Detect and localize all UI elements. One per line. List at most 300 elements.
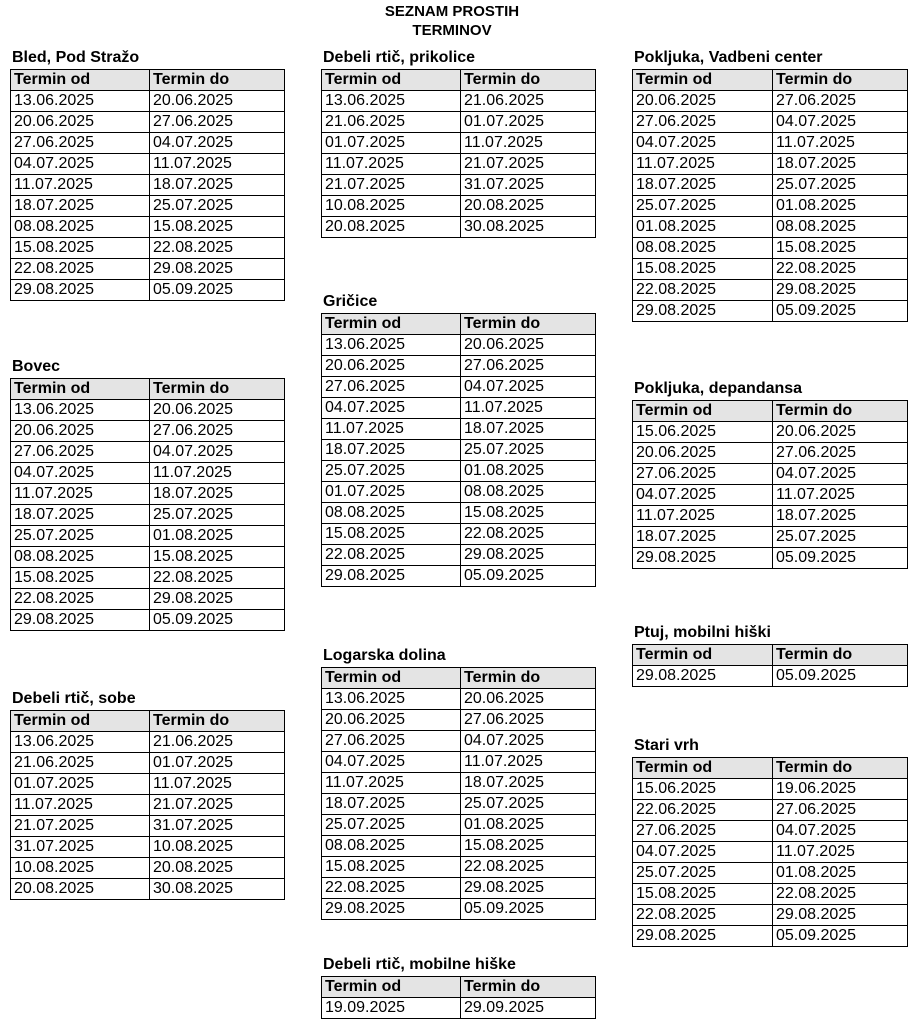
date-to-cell: 27.06.2025 bbox=[461, 356, 596, 377]
term-table bbox=[10, 710, 285, 900]
header-termin-do: Termin do bbox=[773, 758, 908, 779]
table-row bbox=[322, 689, 596, 710]
table-row bbox=[322, 710, 596, 731]
table-row bbox=[322, 566, 596, 587]
date-to-cell: 22.08.2025 bbox=[461, 524, 596, 545]
date-from-cell: 01.07.2025 bbox=[11, 774, 150, 795]
date-to-cell: 27.06.2025 bbox=[773, 800, 908, 821]
date-to-cell: 25.07.2025 bbox=[461, 794, 596, 815]
table-row bbox=[322, 112, 596, 133]
date-to-cell: 22.08.2025 bbox=[461, 857, 596, 878]
table-header-row bbox=[11, 379, 285, 400]
table-row bbox=[633, 905, 908, 926]
date-from-cell: 15.08.2025 bbox=[633, 259, 773, 280]
table-row bbox=[322, 482, 596, 503]
date-to-cell: 10.08.2025 bbox=[150, 837, 285, 858]
date-to-cell: 01.07.2025 bbox=[461, 112, 596, 133]
date-from-cell: 11.07.2025 bbox=[11, 175, 150, 196]
table-header-row bbox=[633, 645, 908, 666]
date-to-cell: 11.07.2025 bbox=[150, 774, 285, 795]
date-from-cell: 13.06.2025 bbox=[322, 335, 461, 356]
table-row bbox=[11, 463, 285, 484]
header-termin-od: Termin od bbox=[322, 70, 461, 91]
table-row bbox=[322, 398, 596, 419]
date-to-cell: 05.09.2025 bbox=[461, 899, 596, 920]
table-row bbox=[11, 91, 285, 112]
table-header-row bbox=[322, 668, 596, 689]
term-table bbox=[321, 667, 596, 920]
table-row bbox=[633, 485, 908, 506]
block-title: Debeli rtič, prikolice bbox=[323, 49, 476, 66]
table-row bbox=[322, 217, 596, 238]
date-from-cell: 22.08.2025 bbox=[633, 280, 773, 301]
date-from-cell: 13.06.2025 bbox=[11, 400, 150, 421]
date-to-cell: 15.08.2025 bbox=[150, 547, 285, 568]
table-row bbox=[322, 752, 596, 773]
date-to-cell: 04.07.2025 bbox=[773, 821, 908, 842]
table-row bbox=[11, 858, 285, 879]
table-row bbox=[633, 842, 908, 863]
date-to-cell: 04.07.2025 bbox=[150, 133, 285, 154]
date-from-cell: 27.06.2025 bbox=[633, 112, 773, 133]
table-row bbox=[11, 421, 285, 442]
date-to-cell: 29.08.2025 bbox=[773, 280, 908, 301]
header-termin-do: Termin do bbox=[461, 977, 596, 998]
table-row bbox=[11, 280, 285, 301]
date-to-cell: 11.07.2025 bbox=[773, 133, 908, 154]
date-from-cell: 01.07.2025 bbox=[322, 133, 461, 154]
table-row bbox=[322, 377, 596, 398]
date-to-cell: 11.07.2025 bbox=[461, 398, 596, 419]
header-termin-od: Termin od bbox=[633, 645, 773, 666]
date-to-cell: 27.06.2025 bbox=[150, 421, 285, 442]
date-from-cell: 25.07.2025 bbox=[322, 461, 461, 482]
header-termin-od: Termin od bbox=[633, 758, 773, 779]
date-to-cell: 25.07.2025 bbox=[773, 175, 908, 196]
table-row bbox=[11, 547, 285, 568]
table-row bbox=[322, 196, 596, 217]
table-row bbox=[11, 484, 285, 505]
date-from-cell: 29.08.2025 bbox=[11, 610, 150, 631]
date-to-cell: 29.08.2025 bbox=[150, 259, 285, 280]
table-row bbox=[322, 356, 596, 377]
table-row bbox=[11, 133, 285, 154]
date-to-cell: 30.08.2025 bbox=[150, 879, 285, 900]
table-row bbox=[11, 400, 285, 421]
header-termin-od: Termin od bbox=[633, 70, 773, 91]
date-from-cell: 29.08.2025 bbox=[11, 280, 150, 301]
date-to-cell: 22.08.2025 bbox=[150, 568, 285, 589]
date-from-cell: 04.07.2025 bbox=[322, 398, 461, 419]
date-to-cell: 05.09.2025 bbox=[773, 548, 908, 569]
table-row bbox=[633, 259, 908, 280]
date-to-cell: 27.06.2025 bbox=[150, 112, 285, 133]
date-from-cell: 19.09.2025 bbox=[322, 998, 461, 1019]
date-from-cell: 20.06.2025 bbox=[11, 421, 150, 442]
date-to-cell: 20.06.2025 bbox=[773, 422, 908, 443]
date-from-cell: 25.07.2025 bbox=[322, 815, 461, 836]
date-from-cell: 29.08.2025 bbox=[322, 566, 461, 587]
date-from-cell: 22.08.2025 bbox=[633, 905, 773, 926]
date-to-cell: 20.08.2025 bbox=[461, 196, 596, 217]
date-from-cell: 08.08.2025 bbox=[633, 238, 773, 259]
term-table bbox=[632, 400, 908, 569]
block-title: Ptuj, mobilni hiški bbox=[634, 624, 771, 641]
date-from-cell: 04.07.2025 bbox=[633, 485, 773, 506]
table-row bbox=[633, 527, 908, 548]
date-from-cell: 25.07.2025 bbox=[633, 196, 773, 217]
header-termin-do: Termin do bbox=[150, 379, 285, 400]
date-to-cell: 04.07.2025 bbox=[461, 377, 596, 398]
date-to-cell: 04.07.2025 bbox=[150, 442, 285, 463]
table-row bbox=[11, 732, 285, 753]
date-to-cell: 20.06.2025 bbox=[150, 91, 285, 112]
date-from-cell: 21.06.2025 bbox=[11, 753, 150, 774]
table-row bbox=[322, 731, 596, 752]
date-to-cell: 18.07.2025 bbox=[150, 484, 285, 505]
date-from-cell: 22.08.2025 bbox=[11, 259, 150, 280]
date-to-cell: 18.07.2025 bbox=[150, 175, 285, 196]
date-from-cell: 29.08.2025 bbox=[633, 666, 773, 687]
header-termin-do: Termin do bbox=[773, 70, 908, 91]
date-from-cell: 15.06.2025 bbox=[633, 422, 773, 443]
date-to-cell: 22.08.2025 bbox=[773, 259, 908, 280]
block-pokljuka-depandansa bbox=[632, 378, 908, 569]
date-from-cell: 01.08.2025 bbox=[633, 217, 773, 238]
table-row bbox=[633, 926, 908, 947]
table-row bbox=[322, 335, 596, 356]
table-row bbox=[11, 217, 285, 238]
date-from-cell: 29.08.2025 bbox=[633, 301, 773, 322]
date-to-cell: 29.08.2025 bbox=[150, 589, 285, 610]
date-from-cell: 13.06.2025 bbox=[11, 91, 150, 112]
block-title: Pokljuka, Vadbeni center bbox=[634, 49, 823, 66]
term-table bbox=[632, 757, 908, 947]
date-to-cell: 11.07.2025 bbox=[461, 133, 596, 154]
table-row bbox=[633, 422, 908, 443]
header-termin-do: Termin do bbox=[773, 401, 908, 422]
table-row bbox=[322, 545, 596, 566]
block-logarska-dolina bbox=[321, 645, 596, 920]
date-from-cell: 20.06.2025 bbox=[633, 443, 773, 464]
block-bovec bbox=[10, 356, 285, 631]
date-from-cell: 15.08.2025 bbox=[11, 238, 150, 259]
date-from-cell: 15.06.2025 bbox=[633, 779, 773, 800]
date-to-cell: 18.07.2025 bbox=[461, 773, 596, 794]
header-termin-do: Termin do bbox=[150, 711, 285, 732]
date-to-cell: 01.08.2025 bbox=[461, 815, 596, 836]
date-from-cell: 01.07.2025 bbox=[322, 482, 461, 503]
block-title: Bovec bbox=[12, 358, 61, 375]
date-from-cell: 18.07.2025 bbox=[633, 527, 773, 548]
table-row bbox=[322, 773, 596, 794]
date-to-cell: 15.08.2025 bbox=[461, 503, 596, 524]
date-to-cell: 08.08.2025 bbox=[773, 217, 908, 238]
date-to-cell: 05.09.2025 bbox=[773, 666, 908, 687]
date-to-cell: 11.07.2025 bbox=[150, 463, 285, 484]
term-table bbox=[632, 644, 908, 687]
table-row bbox=[11, 837, 285, 858]
date-to-cell: 25.07.2025 bbox=[150, 196, 285, 217]
table-row bbox=[633, 800, 908, 821]
table-row bbox=[11, 505, 285, 526]
table-row bbox=[11, 259, 285, 280]
block-title: Stari vrh bbox=[634, 737, 699, 754]
term-table bbox=[10, 378, 285, 631]
date-from-cell: 11.07.2025 bbox=[633, 506, 773, 527]
block-stari-vrh bbox=[632, 735, 908, 947]
date-to-cell: 04.07.2025 bbox=[773, 112, 908, 133]
date-to-cell: 04.07.2025 bbox=[461, 731, 596, 752]
date-from-cell: 18.07.2025 bbox=[322, 794, 461, 815]
date-to-cell: 08.08.2025 bbox=[461, 482, 596, 503]
date-to-cell: 05.09.2025 bbox=[773, 926, 908, 947]
date-from-cell: 27.06.2025 bbox=[11, 133, 150, 154]
date-from-cell: 29.08.2025 bbox=[633, 548, 773, 569]
table-header-row bbox=[633, 758, 908, 779]
date-to-cell: 11.07.2025 bbox=[150, 154, 285, 175]
table-row bbox=[11, 442, 285, 463]
date-from-cell: 08.08.2025 bbox=[11, 217, 150, 238]
block-title: Debeli rtič, sobe bbox=[12, 690, 136, 707]
table-row bbox=[322, 503, 596, 524]
date-from-cell: 11.07.2025 bbox=[322, 419, 461, 440]
date-from-cell: 25.07.2025 bbox=[633, 863, 773, 884]
date-from-cell: 20.06.2025 bbox=[11, 112, 150, 133]
table-row bbox=[11, 154, 285, 175]
date-from-cell: 04.07.2025 bbox=[11, 154, 150, 175]
table-row bbox=[633, 443, 908, 464]
block-ptuj-mobilni-hiski bbox=[632, 622, 908, 687]
term-table bbox=[632, 69, 908, 322]
date-to-cell: 15.08.2025 bbox=[150, 217, 285, 238]
header-termin-od: Termin od bbox=[633, 401, 773, 422]
date-from-cell: 20.08.2025 bbox=[11, 879, 150, 900]
date-from-cell: 29.08.2025 bbox=[633, 926, 773, 947]
page-title-line-2: TERMINOV bbox=[412, 22, 492, 39]
table-row bbox=[322, 461, 596, 482]
date-from-cell: 15.08.2025 bbox=[322, 524, 461, 545]
header-termin-od: Termin od bbox=[322, 668, 461, 689]
date-to-cell: 25.07.2025 bbox=[150, 505, 285, 526]
table-row bbox=[322, 154, 596, 175]
block-debeli-rtic-prikolice bbox=[321, 47, 596, 238]
page-title-line-1: SEZNAM PROSTIH bbox=[384, 3, 520, 20]
date-from-cell: 04.07.2025 bbox=[11, 463, 150, 484]
table-row bbox=[633, 464, 908, 485]
block-bled-pod-strazo bbox=[10, 47, 285, 301]
header-termin-do: Termin do bbox=[150, 70, 285, 91]
block-title: Bled, Pod Stražo bbox=[12, 49, 140, 66]
date-from-cell: 27.06.2025 bbox=[322, 731, 461, 752]
date-from-cell: 18.07.2025 bbox=[633, 175, 773, 196]
table-row bbox=[633, 506, 908, 527]
date-to-cell: 01.07.2025 bbox=[150, 753, 285, 774]
date-to-cell: 29.08.2025 bbox=[773, 905, 908, 926]
date-from-cell: 20.08.2025 bbox=[322, 217, 461, 238]
table-row bbox=[322, 91, 596, 112]
date-to-cell: 20.06.2025 bbox=[461, 335, 596, 356]
table-row bbox=[11, 568, 285, 589]
table-row bbox=[322, 175, 596, 196]
block-title: Logarska dolina bbox=[323, 647, 446, 664]
table-row bbox=[633, 196, 908, 217]
table-row bbox=[11, 774, 285, 795]
block-debeli-rtic-sobe bbox=[10, 688, 285, 900]
header-termin-do: Termin do bbox=[773, 645, 908, 666]
header-termin-do: Termin do bbox=[461, 70, 596, 91]
date-from-cell: 20.06.2025 bbox=[322, 710, 461, 731]
date-to-cell: 19.06.2025 bbox=[773, 779, 908, 800]
date-from-cell: 15.08.2025 bbox=[11, 568, 150, 589]
table-row bbox=[633, 280, 908, 301]
date-from-cell: 22.08.2025 bbox=[322, 878, 461, 899]
date-to-cell: 25.07.2025 bbox=[461, 440, 596, 461]
table-row bbox=[633, 154, 908, 175]
date-from-cell: 21.07.2025 bbox=[11, 816, 150, 837]
term-table bbox=[321, 313, 596, 587]
date-to-cell: 04.07.2025 bbox=[773, 464, 908, 485]
table-header-row bbox=[322, 977, 596, 998]
date-to-cell: 01.08.2025 bbox=[461, 461, 596, 482]
table-row bbox=[633, 779, 908, 800]
table-row bbox=[322, 899, 596, 920]
table-row bbox=[633, 666, 908, 687]
date-to-cell: 15.08.2025 bbox=[773, 238, 908, 259]
date-to-cell: 18.07.2025 bbox=[773, 154, 908, 175]
table-row bbox=[11, 610, 285, 631]
table-header-row bbox=[633, 401, 908, 422]
date-from-cell: 31.07.2025 bbox=[11, 837, 150, 858]
date-from-cell: 15.08.2025 bbox=[322, 857, 461, 878]
header-termin-do: Termin do bbox=[461, 668, 596, 689]
date-from-cell: 08.08.2025 bbox=[11, 547, 150, 568]
table-row bbox=[322, 815, 596, 836]
date-to-cell: 21.07.2025 bbox=[461, 154, 596, 175]
date-from-cell: 11.07.2025 bbox=[11, 795, 150, 816]
block-title: Debeli rtič, mobilne hiške bbox=[323, 956, 516, 973]
date-to-cell: 25.07.2025 bbox=[773, 527, 908, 548]
date-from-cell: 21.06.2025 bbox=[322, 112, 461, 133]
date-from-cell: 04.07.2025 bbox=[322, 752, 461, 773]
table-row bbox=[11, 175, 285, 196]
date-to-cell: 05.09.2025 bbox=[461, 566, 596, 587]
table-row bbox=[322, 998, 596, 1019]
header-termin-od: Termin od bbox=[322, 314, 461, 335]
date-to-cell: 20.06.2025 bbox=[150, 400, 285, 421]
header-termin-od: Termin od bbox=[11, 711, 150, 732]
date-from-cell: 29.08.2025 bbox=[322, 899, 461, 920]
header-termin-od: Termin od bbox=[11, 379, 150, 400]
block-debeli-rtic-mobilne-hiske bbox=[321, 954, 596, 1019]
date-from-cell: 20.06.2025 bbox=[633, 91, 773, 112]
table-row bbox=[322, 133, 596, 154]
date-from-cell: 08.08.2025 bbox=[322, 503, 461, 524]
date-to-cell: 27.06.2025 bbox=[773, 91, 908, 112]
table-row bbox=[11, 753, 285, 774]
table-row bbox=[633, 91, 908, 112]
table-row bbox=[11, 795, 285, 816]
term-table bbox=[321, 976, 596, 1019]
date-from-cell: 11.07.2025 bbox=[322, 773, 461, 794]
table-row bbox=[322, 440, 596, 461]
date-to-cell: 18.07.2025 bbox=[461, 419, 596, 440]
block-gricice bbox=[321, 291, 596, 587]
table-row bbox=[11, 526, 285, 547]
table-row bbox=[322, 878, 596, 899]
table-row bbox=[633, 863, 908, 884]
header-termin-do: Termin do bbox=[461, 314, 596, 335]
table-header-row bbox=[11, 711, 285, 732]
table-row bbox=[633, 238, 908, 259]
date-to-cell: 29.09.2025 bbox=[461, 998, 596, 1019]
header-termin-od: Termin od bbox=[322, 977, 461, 998]
table-row bbox=[633, 175, 908, 196]
date-to-cell: 29.08.2025 bbox=[461, 545, 596, 566]
table-row bbox=[11, 589, 285, 610]
block-pokljuka-vadbeni-center bbox=[632, 47, 908, 322]
table-row bbox=[11, 238, 285, 259]
date-from-cell: 22.08.2025 bbox=[322, 545, 461, 566]
term-table bbox=[10, 69, 285, 301]
date-to-cell: 01.08.2025 bbox=[773, 196, 908, 217]
date-from-cell: 22.06.2025 bbox=[633, 800, 773, 821]
date-to-cell: 31.07.2025 bbox=[150, 816, 285, 837]
date-to-cell: 31.07.2025 bbox=[461, 175, 596, 196]
date-to-cell: 11.07.2025 bbox=[461, 752, 596, 773]
table-row bbox=[633, 548, 908, 569]
date-from-cell: 15.08.2025 bbox=[633, 884, 773, 905]
date-from-cell: 27.06.2025 bbox=[11, 442, 150, 463]
table-row bbox=[633, 217, 908, 238]
table-row bbox=[633, 884, 908, 905]
date-from-cell: 04.07.2025 bbox=[633, 133, 773, 154]
table-row bbox=[633, 112, 908, 133]
page-title bbox=[300, 2, 604, 40]
header-termin-od: Termin od bbox=[11, 70, 150, 91]
date-from-cell: 25.07.2025 bbox=[11, 526, 150, 547]
date-to-cell: 01.08.2025 bbox=[150, 526, 285, 547]
date-from-cell: 20.06.2025 bbox=[322, 356, 461, 377]
table-row bbox=[322, 524, 596, 545]
table-row bbox=[322, 419, 596, 440]
date-from-cell: 27.06.2025 bbox=[322, 377, 461, 398]
date-from-cell: 22.08.2025 bbox=[11, 589, 150, 610]
date-to-cell: 27.06.2025 bbox=[461, 710, 596, 731]
date-from-cell: 18.07.2025 bbox=[11, 196, 150, 217]
date-to-cell: 18.07.2025 bbox=[773, 506, 908, 527]
table-row bbox=[633, 821, 908, 842]
table-row bbox=[11, 112, 285, 133]
date-to-cell: 21.07.2025 bbox=[150, 795, 285, 816]
date-to-cell: 21.06.2025 bbox=[461, 91, 596, 112]
date-to-cell: 27.06.2025 bbox=[773, 443, 908, 464]
date-to-cell: 05.09.2025 bbox=[150, 280, 285, 301]
date-from-cell: 11.07.2025 bbox=[322, 154, 461, 175]
date-to-cell: 20.06.2025 bbox=[461, 689, 596, 710]
date-to-cell: 01.08.2025 bbox=[773, 863, 908, 884]
date-to-cell: 11.07.2025 bbox=[773, 842, 908, 863]
date-from-cell: 04.07.2025 bbox=[633, 842, 773, 863]
date-from-cell: 11.07.2025 bbox=[633, 154, 773, 175]
table-row bbox=[11, 816, 285, 837]
table-header-row bbox=[322, 314, 596, 335]
date-to-cell: 15.08.2025 bbox=[461, 836, 596, 857]
date-to-cell: 21.06.2025 bbox=[150, 732, 285, 753]
date-to-cell: 22.08.2025 bbox=[773, 884, 908, 905]
table-header-row bbox=[322, 70, 596, 91]
date-to-cell: 30.08.2025 bbox=[461, 217, 596, 238]
